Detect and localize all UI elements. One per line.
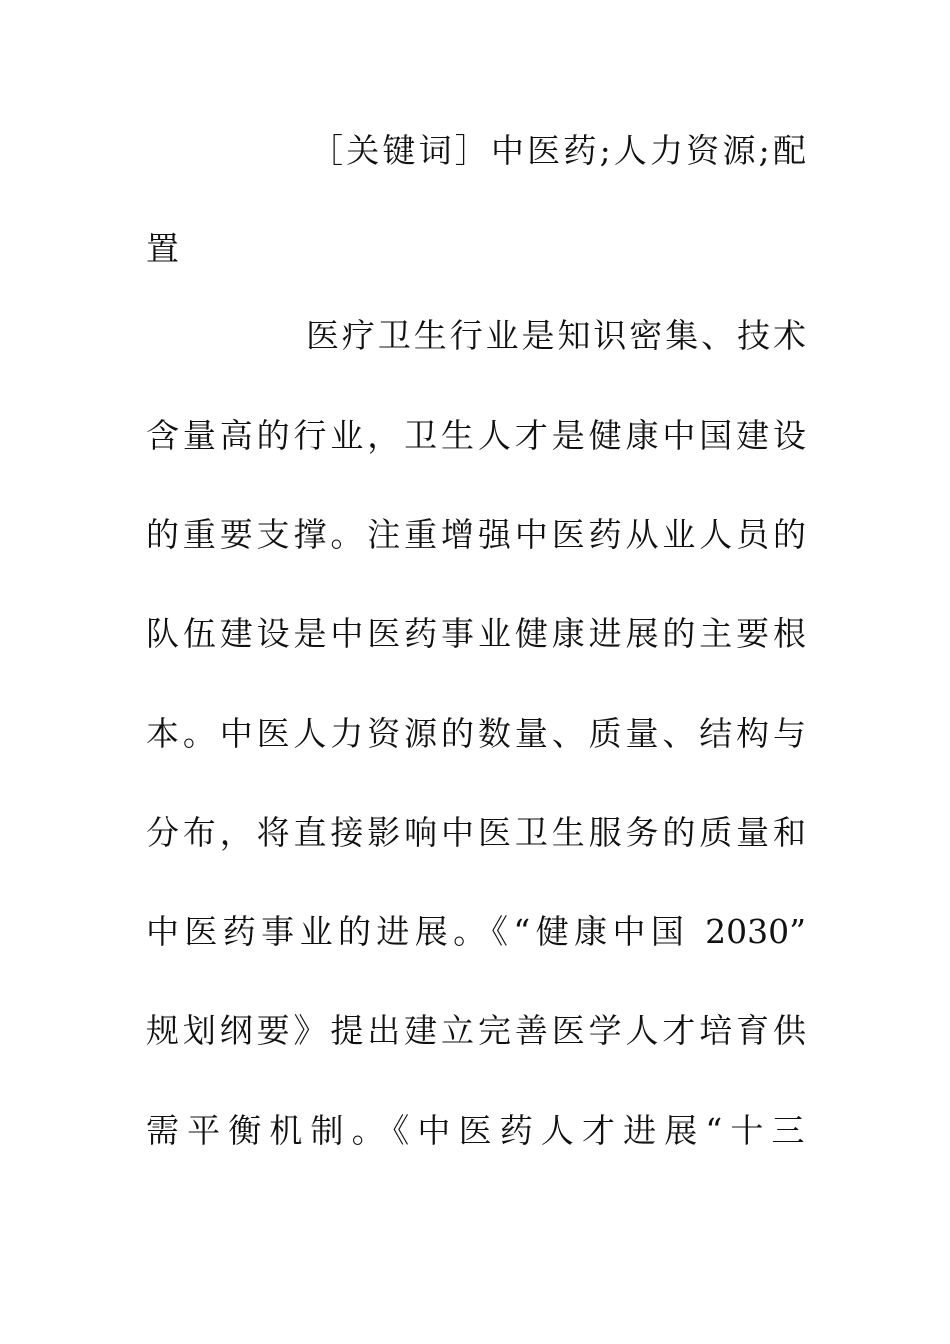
paragraph-line-2: 含量高的行业，卫生人才是健康中国建设	[146, 416, 806, 455]
paragraph-line-7: 中医药事业的进展。《“健康中国 2030”	[146, 912, 806, 951]
keywords-line-2: 置	[146, 229, 179, 268]
paragraph-line-9: 需平衡机制。《中医药人才进展“十三	[146, 1111, 806, 1150]
paragraph-line-3: 的重要支撑。注重增强中医药从业人员的	[146, 515, 806, 554]
paragraph-line-4: 队伍建设是中医药事业健康进展的主要根	[146, 614, 806, 653]
keywords-line-1: ［关键词］中医药;人力资源;配	[310, 131, 806, 170]
paragraph-line-5: 本。中医人力资源的数量、质量、结构与	[146, 714, 806, 753]
paragraph-line-6: 分布，将直接影响中医卫生服务的质量和	[146, 813, 806, 852]
paragraph-line-1: 医疗卫生行业是知识密集、技术	[306, 316, 806, 355]
paragraph-line-8: 规划纲要》提出建立完善医学人才培育供	[146, 1011, 806, 1050]
